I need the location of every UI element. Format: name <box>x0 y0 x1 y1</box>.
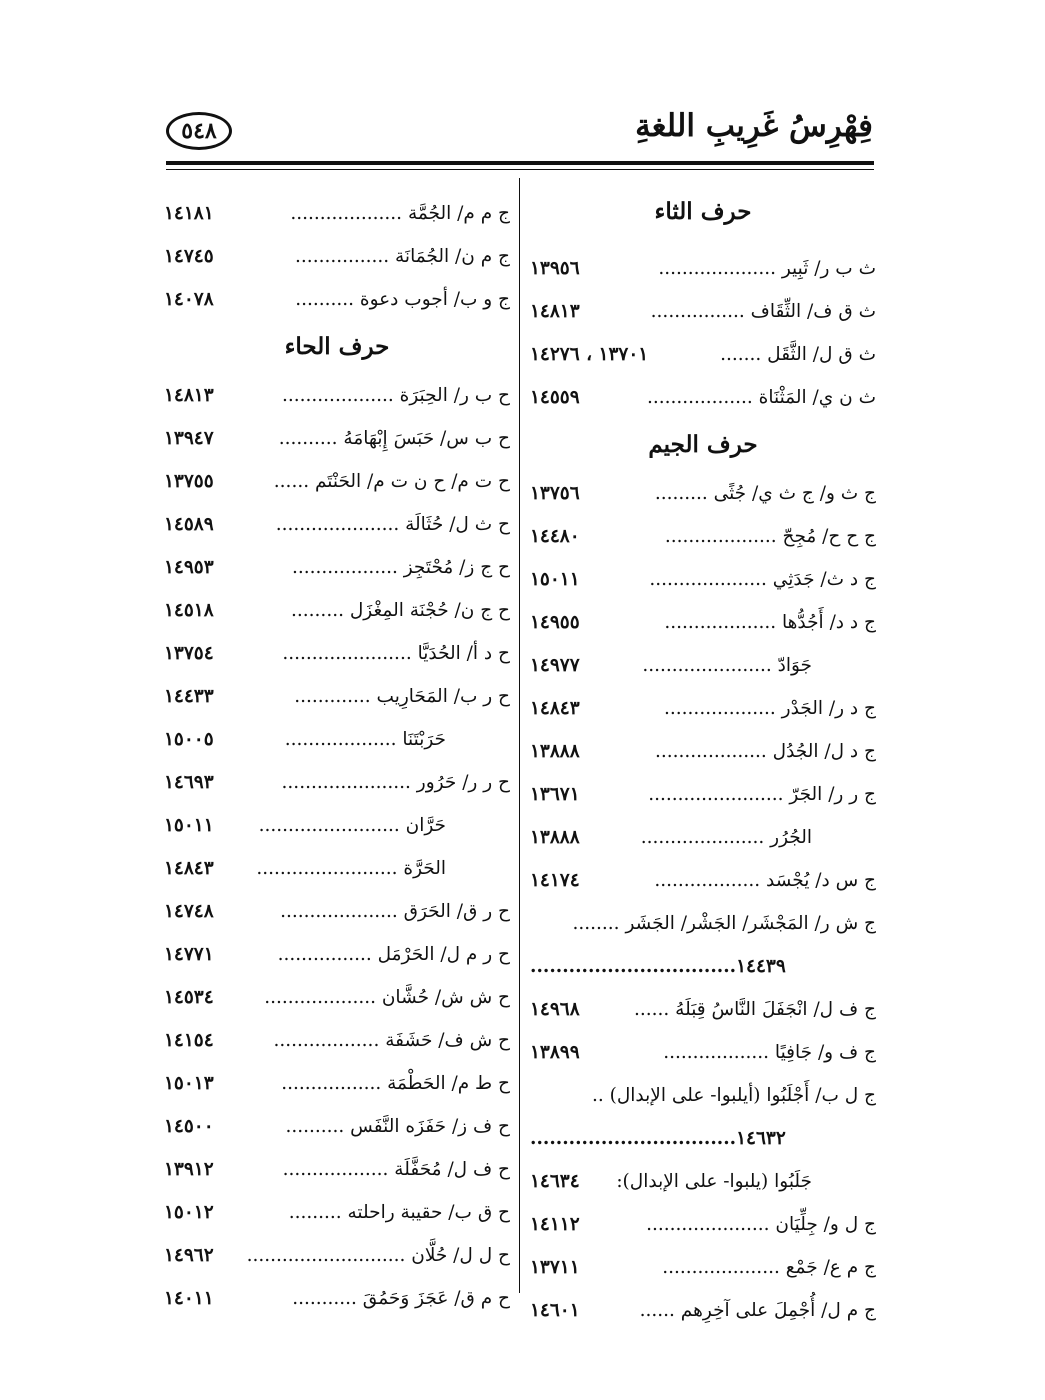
entry-term: جَلَبُوا (يلبوا- على الإبدال): <box>616 1171 812 1192</box>
index-entry <box>530 945 876 988</box>
index-entry <box>530 1160 876 1203</box>
entry-reference-number: ١٣٧١١ <box>530 1257 580 1278</box>
entry-term: ج س د/ يُجْسَد .................. <box>654 870 876 891</box>
index-entry <box>530 859 876 902</box>
entry-reference-number: ١٤٤٣٩................................ <box>530 956 786 977</box>
entry-reference-number: ١٤٤٣٣ <box>164 686 214 707</box>
entry-term: ث ب ر/ ثَبِير .................... <box>658 258 876 279</box>
entry-reference-number: ١٤٦٣٤ <box>530 1171 580 1192</box>
entry-term: ج ر ر/ الجَرّ ....................... <box>648 784 876 805</box>
entry-term: ح ط م/ الحَطْمَة ................. <box>281 1073 510 1094</box>
entry-term: ج ل ب/ أَجْلَبُوا (أيلبوا- على الإبدال) .. <box>591 1085 876 1106</box>
index-entry <box>164 890 510 933</box>
entry-reference-number: ١٤٩٦٢ <box>164 1245 214 1266</box>
entry-term: ج د د/ أَجُدُّها ................... <box>664 612 876 633</box>
entry-term: حَرَبْتَنَا ................... <box>284 729 446 750</box>
entry-term: ج م ع/ جَمْع .................... <box>662 1257 876 1278</box>
index-entry <box>530 687 876 730</box>
index-entry <box>530 1203 876 1246</box>
entry-reference-number: ١٤٩٥٣ <box>164 557 214 578</box>
index-entry <box>530 1289 876 1332</box>
section-heading-jim: حرف الجيم <box>648 431 758 458</box>
index-entry <box>164 235 510 278</box>
page-title: فِهْرِسُ غَرِيبِ اللغةِ <box>635 108 873 144</box>
entry-reference-number: ١٥٠١٢ <box>164 1202 214 1223</box>
jim-continued-entry-list <box>164 192 510 321</box>
entry-term: ج ف ل/ انْجَفَلَ النَّاسُ قِبَلَهُ ...... <box>633 999 876 1020</box>
entry-reference-number: ١٤٩٦٨ <box>530 999 580 1020</box>
entry-reference-number: ١٣٩٤٧ <box>164 428 214 449</box>
entry-term: ث ق ل/ الثَّقَل ....... <box>720 344 876 365</box>
entry-term: ح ف ز/ حَفَزَه النَّفَس .......... <box>285 1116 510 1137</box>
index-entry <box>164 1148 510 1191</box>
index-entry <box>530 730 876 773</box>
entry-reference-number: ١٤٦٠١ <box>530 1300 580 1321</box>
entry-reference-number: ١٣٧٥٦ <box>530 483 580 504</box>
index-entry <box>530 902 876 945</box>
entry-reference-number: ١٤٦٩٣ <box>164 772 214 793</box>
index-entry <box>164 804 510 847</box>
index-entry <box>530 290 876 333</box>
entry-term: ج د ر/ الجَدْر ................... <box>664 698 876 719</box>
entry-term: ح م ق/ عَجَزَ وَحَمُقَ ........... <box>292 1288 510 1309</box>
entry-reference-number: ١٤٩٧٧ <box>530 655 580 676</box>
entry-reference-number: ١٤٩٥٥ <box>530 612 580 633</box>
index-entry <box>164 847 510 890</box>
entry-term: ح د أ/ الحُدَيَّا ...................... <box>282 643 510 664</box>
entry-reference-number: ١٣٨٨٨ <box>530 741 580 762</box>
entry-term: ح ق ب/ حقيبة راحلته ......... <box>288 1202 510 1223</box>
entry-reference-number: ١٣٦٧١ <box>530 784 580 805</box>
entry-reference-number: ١٥٠٠٥ <box>164 729 214 750</box>
ha-entry-list <box>164 374 510 1320</box>
entry-reference-number: ١٤٨١٣ <box>530 301 580 322</box>
entry-term: ج ث و/ ج ث ي/ جُثًى ......... <box>654 483 876 504</box>
page-number: ٥٤٨ <box>181 118 217 144</box>
entry-term: ث ن ي/ المَثْنَاة .................. <box>646 387 876 408</box>
index-entry <box>530 773 876 816</box>
entry-reference-number: ١٤٥٠٠ <box>164 1116 214 1137</box>
entry-term: ج م ن/ الجُمَانَة ................ <box>295 246 510 267</box>
index-entry <box>164 417 510 460</box>
entry-reference-number: ١٤١٥٤ <box>164 1030 214 1051</box>
entry-term: الحَرَّة ........................ <box>256 858 446 879</box>
entry-term: جَوَادّ ...................... <box>642 655 812 676</box>
entry-term: ح ت م/ ح ن ت م/ الحَنْتَم ...... <box>273 471 510 492</box>
index-entry <box>164 632 510 675</box>
entry-reference-number: ١٤١١٢ <box>530 1214 580 1235</box>
index-entry <box>530 816 876 859</box>
page-number-badge <box>166 112 232 150</box>
index-entry <box>164 761 510 804</box>
index-entry <box>164 589 510 632</box>
entry-term: حَرَّان ........................ <box>258 815 446 836</box>
entry-reference-number: ١٤٥١٨ <box>164 600 214 621</box>
left-column <box>164 192 510 1320</box>
index-entry <box>164 503 510 546</box>
entry-term: ح ل ل/ حُلَّان ........................... <box>246 1245 510 1266</box>
entry-reference-number: ١٤١٨١ <box>164 203 214 224</box>
right-column <box>530 192 876 1332</box>
entry-reference-number: ١٥٠١٣ <box>164 1073 214 1094</box>
entry-reference-number: ١٤١٧٤ <box>530 870 580 891</box>
entry-term: ح ر ر/ حَرُور ...................... <box>281 772 510 793</box>
entry-reference-number: ١٤٧٤٥ <box>164 246 214 267</box>
entry-term: ج ح ح/ مُجِحّ ................... <box>664 526 876 547</box>
section-heading-tha: حرف الثاء <box>654 198 752 225</box>
entry-reference-number: ١٤٥٥٩ <box>530 387 580 408</box>
entry-term: ج د ث/ جَدَثِي .................... <box>649 569 876 590</box>
index-entry <box>530 644 876 687</box>
entry-reference-number: ١٤٠١١ <box>164 1288 214 1309</box>
entry-reference-number: ١٤٥٣٤ <box>164 987 214 1008</box>
index-entry <box>164 933 510 976</box>
entry-reference-number: ١٤٧٤٨ <box>164 901 214 922</box>
index-entry <box>530 333 876 376</box>
entry-term: ح ف ل/ مُحَفَّلَة .................. <box>282 1159 510 1180</box>
entry-reference-number: ١٤٠٧٨ <box>164 289 214 310</box>
entry-term: ح ر ب/ المَحَارِيب ............. <box>294 686 510 707</box>
index-entry <box>164 546 510 589</box>
entry-term: ح ب س/ حَبَسَ إِبْهَامَهُ .......... <box>278 428 510 449</box>
index-entry <box>530 1031 876 1074</box>
index-entry <box>530 558 876 601</box>
entry-reference-number: ١٣٨٨٨ <box>530 827 580 848</box>
entry-term: ح ب ر/ الحِبَرَة ................... <box>282 385 510 406</box>
entry-reference-number: ١٣٧٠١ ، ١٤٢٧٦ <box>530 344 649 365</box>
index-entry <box>164 1191 510 1234</box>
entry-reference-number: ١٣٧٥٥ <box>164 471 214 492</box>
entry-reference-number: ١٥٠١١ <box>530 569 580 590</box>
index-entry <box>530 472 876 515</box>
entry-reference-number: ١٣٨٩٩ <box>530 1042 580 1063</box>
entry-term: ج م م/ الجُمَّة ................... <box>290 203 510 224</box>
index-entry <box>164 718 510 761</box>
index-entry <box>164 192 510 235</box>
index-entry <box>164 460 510 503</box>
section-heading-ha: حرف الحاء <box>284 333 390 360</box>
index-entry <box>530 376 876 419</box>
entry-term: ح ر ق/ الحَرَق .................... <box>280 901 510 922</box>
entry-term: ح ج ز/ مُحْتَجِز .................. <box>291 557 510 578</box>
index-entry <box>530 247 876 290</box>
index-entry <box>164 374 510 417</box>
index-entry <box>164 976 510 1019</box>
entry-term: الجُرُر ..................... <box>640 827 812 848</box>
entry-term: ج د ل/ الجُدُل ................... <box>655 741 876 762</box>
entry-term: ح ث ل/ حُثَالَة ..................... <box>275 514 510 535</box>
header-rule-thick <box>166 161 874 165</box>
header-rule-thin <box>166 169 874 170</box>
entry-term: ح ش ش/ حُشَّان ................... <box>264 987 510 1008</box>
index-entry <box>164 1234 510 1277</box>
index-entry <box>530 1246 876 1289</box>
index-entry <box>164 1105 510 1148</box>
entry-reference-number: ١٥٠١١ <box>164 815 214 836</box>
column-divider <box>519 178 520 1293</box>
index-entry <box>164 1062 510 1105</box>
entry-term: ح ر م ل/ الحَرْمَل ................ <box>277 944 510 965</box>
tha-entry-list <box>530 247 876 419</box>
index-entry <box>164 675 510 718</box>
index-entry <box>530 515 876 558</box>
entry-term: ح ج ن/ حُجْنَة المِغْزَل ......... <box>291 600 510 621</box>
entry-term: ث ق ف/ الثِّقَاف ................ <box>650 301 876 322</box>
index-entry <box>530 601 876 644</box>
index-entry <box>164 278 510 321</box>
entry-reference-number: ١٤٨٤٣ <box>530 698 580 719</box>
entry-reference-number: ١٤٤٨٠ <box>530 526 580 547</box>
entry-term: ج و ب/ أجوب دعوة .......... <box>295 289 510 310</box>
index-entry <box>164 1019 510 1062</box>
entry-reference-number: ١٤٨١٣ <box>164 385 214 406</box>
entry-reference-number: ١٣٩١٢ <box>164 1159 214 1180</box>
entry-reference-number: ١٣٩٥٦ <box>530 258 580 279</box>
entry-term: ح ش ف/ حَشَفَة .................. <box>273 1030 510 1051</box>
entry-reference-number: ١٤٧٧١ <box>164 944 214 965</box>
index-entry <box>164 1277 510 1320</box>
entry-reference-number: ١٤٥٨٩ <box>164 514 214 535</box>
index-entry <box>530 1117 876 1160</box>
entry-term: ج م ل/ أُجْمِلَ على آخِرِهم ...... <box>639 1300 876 1321</box>
jim-entry-list <box>530 472 876 1332</box>
entry-reference-number: ١٤٦٣٢................................ <box>530 1128 786 1149</box>
entry-term: ج ف و/ جَافِيًا .................. <box>663 1042 876 1063</box>
entry-reference-number: ١٤٨٤٣ <box>164 858 214 879</box>
entry-term: ج ش ر/ المَجْشَر/ الجَشْر/ الجَشَر ........ <box>572 913 876 934</box>
entry-term: ج ل و/ جِلِّيَان ..................... <box>646 1214 876 1235</box>
index-entry <box>530 1074 876 1117</box>
entry-reference-number: ١٣٧٥٤ <box>164 643 214 664</box>
index-entry <box>530 988 876 1031</box>
